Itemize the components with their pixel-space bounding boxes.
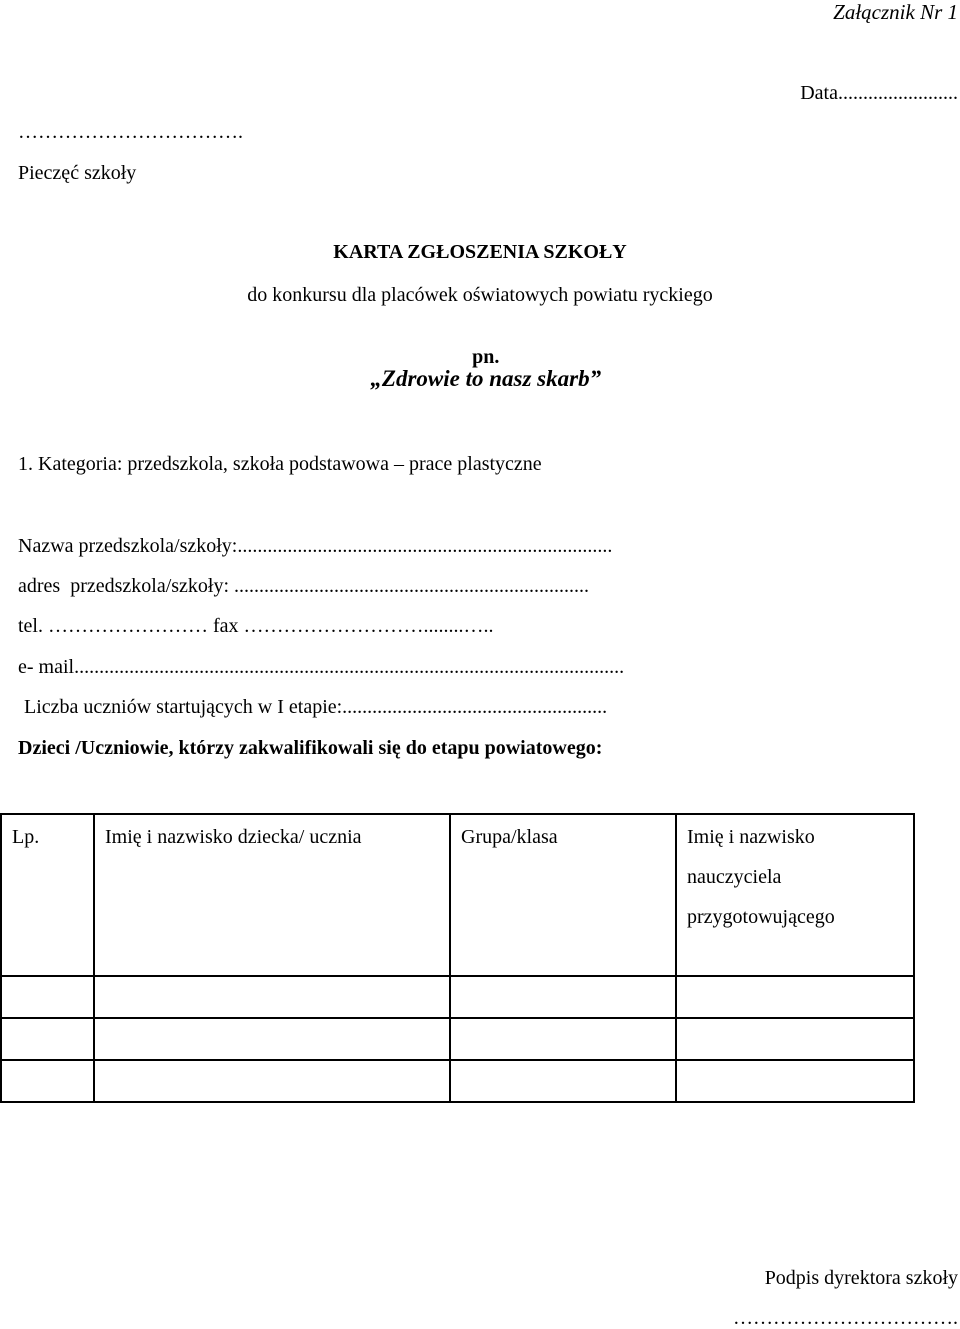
table-row	[1, 1060, 914, 1102]
header-teacher-line-1: Imię i nazwisko	[687, 826, 815, 848]
cell-class[interactable]	[450, 1018, 676, 1060]
cell-lp[interactable]	[1, 1060, 94, 1102]
form-subtitle: do konkursu dla placówek oświatowych powiatu ryckiego	[247, 284, 713, 306]
header-teacher-line-3: przygotowującego	[687, 906, 835, 928]
signature-dots: …………………………….	[733, 1307, 958, 1329]
address-field: adres przedszkola/szkoły: .......................................................................	[18, 575, 590, 597]
cell-lp[interactable]	[1, 976, 94, 1018]
table-row	[1, 1018, 914, 1060]
header-lp: Lp.	[1, 814, 94, 976]
header-class: Grupa/klasa	[450, 814, 676, 976]
cell-teacher[interactable]	[676, 1018, 914, 1060]
cell-name[interactable]	[94, 1060, 450, 1102]
email-field: e- mail..............................................................................................................	[18, 656, 625, 678]
cell-class[interactable]	[450, 1060, 676, 1102]
cell-name[interactable]	[94, 976, 450, 1018]
contest-name	[0, 321, 960, 390]
cell-lp[interactable]	[1, 1018, 94, 1060]
table-header-row	[1, 814, 914, 976]
students-count-field: Liczba uczniów startujących w I etapie:.....................................................	[24, 696, 608, 718]
stamp-dots: …………………………….	[18, 121, 243, 143]
category-line: 1. Kategoria: przedszkola, szkoła podstawowa – prace plastyczne	[18, 453, 542, 475]
date-field: Data........................	[800, 82, 958, 104]
signature-label: Podpis dyrektora szkoły	[764, 1267, 958, 1289]
cell-name[interactable]	[94, 1018, 450, 1060]
header-name: Imię i nazwisko dziecka/ ucznia	[94, 814, 450, 976]
cell-teacher[interactable]	[676, 1060, 914, 1102]
contest-prefix: pn.	[472, 346, 500, 368]
form-title: KARTA ZGŁOSZENIA SZKOŁY	[333, 241, 627, 263]
header-teacher-line-2: nauczyciela	[687, 866, 782, 888]
phone-fax-field: tel. …………………… fax ………………………........…..	[18, 615, 494, 637]
qualified-heading: Dzieci /Uczniowie, którzy zakwalifikowali się do etapu powiatowego:	[18, 737, 603, 759]
attachment-label: Załącznik Nr 1	[833, 0, 958, 24]
cell-class[interactable]	[450, 976, 676, 1018]
cell-teacher[interactable]	[676, 976, 914, 1018]
table-row	[1, 976, 914, 1018]
school-name-field: Nazwa przedszkola/szkoły:...........................................................................	[18, 535, 613, 557]
stamp-label: Pieczęć szkoły	[18, 162, 137, 184]
contest-title: „Zdrowie to nasz skarb”	[370, 366, 602, 391]
students-table	[0, 813, 915, 1103]
header-teacher	[676, 814, 914, 976]
